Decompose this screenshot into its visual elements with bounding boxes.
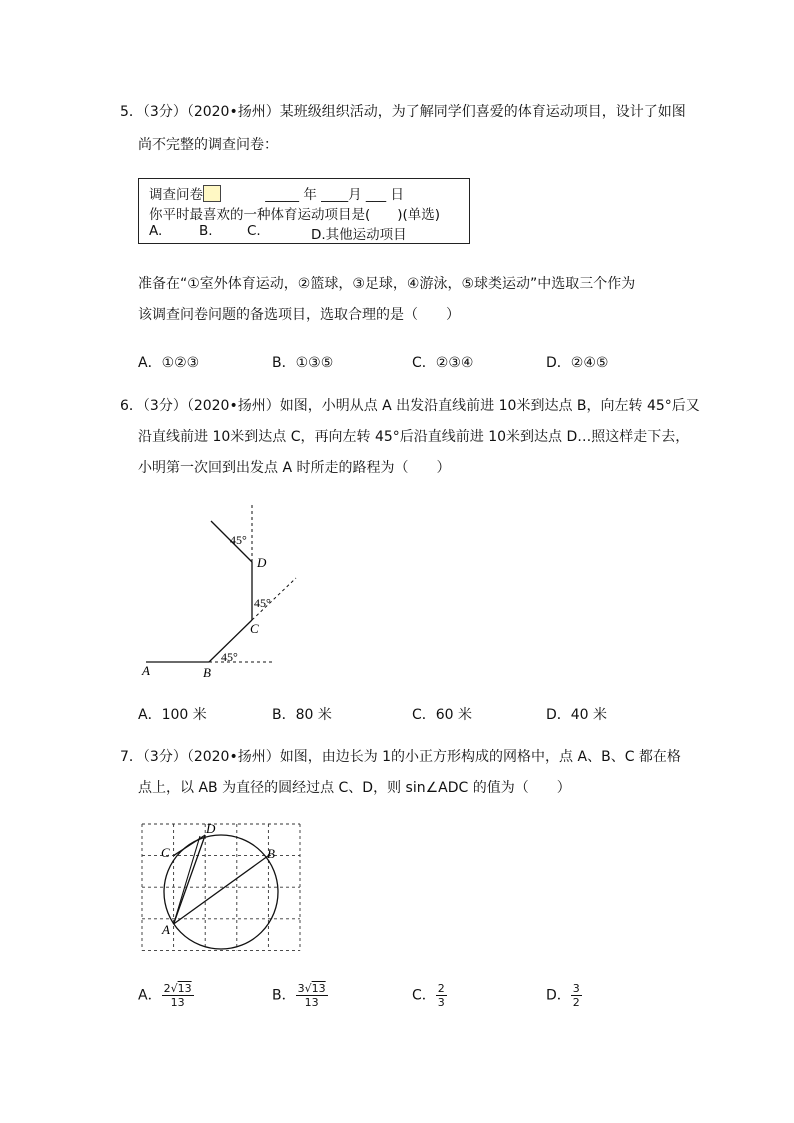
survey-opt-a: A. <box>149 223 163 239</box>
q7-option-c[interactable] <box>412 982 447 1009</box>
survey-question: 你平时最喜欢的一种体育运动项目是( )(单选) <box>149 207 441 223</box>
q5-option-c[interactable]: C．②③④ <box>412 355 474 371</box>
survey-title: 调查问卷 <box>149 187 203 203</box>
q6-option-d[interactable]: D．40 米 <box>546 707 608 723</box>
q7-line-2: 点上，以 AB 为直径的圆经过点 C、D，则 sin∠ADC 的值为（ ） <box>138 780 571 796</box>
q7-option-d[interactable] <box>546 982 582 1009</box>
q6-option-b[interactable]: B．80 米 <box>272 707 332 723</box>
label-a: A <box>142 663 150 678</box>
label-b: B <box>267 846 275 861</box>
q7-b-den: 13 <box>304 996 319 1009</box>
label-c: C <box>161 845 170 860</box>
q7-option-c-fraction <box>436 982 447 1009</box>
q6-line-3: 小明第一次回到出发点 A 时所走的路程为（ ） <box>138 460 451 476</box>
survey-id-box <box>203 185 221 202</box>
diameter-ab <box>174 856 269 924</box>
q7-option-a[interactable] <box>138 982 194 1009</box>
survey-opt-d: D.其他运动项目 <box>311 227 407 243</box>
q7-b-radicand: 13 <box>311 982 326 995</box>
q7-option-b[interactable] <box>272 982 328 1009</box>
q7-d-num: 3 <box>572 982 580 995</box>
q7-line-1: 7．（3分）（2020•扬州）如图，由边长为 1的小正方形构成的网格中，点 A、B、C 都在格 <box>120 749 681 765</box>
q5-line-3: 准备在“①室外体育运动，②篮球，③足球，④游泳，⑤球类运动”中选取三个作为 <box>138 276 636 292</box>
survey-header <box>149 183 404 203</box>
walking-path-figure <box>130 498 310 684</box>
grid-circle-figure <box>136 816 308 962</box>
q6-option-c[interactable]: C．60 米 <box>412 707 473 723</box>
q5-line-4: 该调查问卷问题的备选项目，选取合理的是（ ） <box>138 307 460 323</box>
q6-line-2: 沿直线前进 10米到达点 C，再向左转 45°后沿直线前进 10米到达点 D…照这样走下去， <box>138 429 690 445</box>
q5-option-a[interactable]: A．①②③ <box>138 355 200 371</box>
q7-option-a-fraction: $\frac{2√13}{13}$ <box>163 982 192 1009</box>
angle-label-c: 45° <box>254 596 271 610</box>
q7-b-coef: 3 <box>297 982 305 995</box>
survey-date: _____ 年 ____月 ___ 日 <box>265 187 404 203</box>
q5-line-2: 尚不完整的调查问卷： <box>138 137 278 153</box>
label-d: D <box>206 821 216 836</box>
segment-ad-inner <box>174 836 200 924</box>
q7-option-a-label: A． <box>138 987 162 1004</box>
circle <box>164 835 278 949</box>
angle-label-b: 45° <box>221 650 238 664</box>
angle-label-d: 45° <box>230 533 247 547</box>
q7-a-den: 13 <box>170 996 185 1009</box>
q7-c-den: 3 <box>437 996 445 1009</box>
survey-opt-c: C. <box>247 223 261 239</box>
survey-box <box>138 178 470 244</box>
q7-option-b-fraction: $\frac{3√13}{13}$ <box>297 982 326 1009</box>
survey-opt-b: B. <box>199 223 213 239</box>
q5-line-1: 5．（3分）（2020•扬州）某班级组织活动，为了解同学们喜爱的体育运动项目，设计了如图 <box>120 104 686 120</box>
q5-option-d[interactable]: D．②④⑤ <box>546 355 609 371</box>
label-b: B <box>203 665 211 680</box>
q7-d-den: 2 <box>572 996 580 1009</box>
q7-a-coef: 2 <box>163 982 171 995</box>
q5-option-b[interactable]: B．①③⑤ <box>272 355 334 371</box>
q7-option-d-fraction <box>571 982 582 1009</box>
q6-line-1: 6．（3分）（2020•扬州）如图，小明从点 A 出发沿直线前进 10米到达点 B，向左转 45°后又 <box>120 398 700 414</box>
q7-option-d-label: D． <box>546 987 571 1004</box>
q7-c-num: 2 <box>437 982 445 995</box>
label-d: D <box>257 555 267 570</box>
q7-option-b-label: B． <box>272 987 296 1004</box>
label-a: A <box>162 922 170 937</box>
label-c: C <box>250 621 259 636</box>
q7-a-radicand: 13 <box>177 982 192 995</box>
segment-cd <box>174 835 206 856</box>
segment-ad <box>174 835 206 924</box>
q6-option-a[interactable]: A．100 米 <box>138 707 207 723</box>
q7-option-c-label: C． <box>412 987 436 1004</box>
